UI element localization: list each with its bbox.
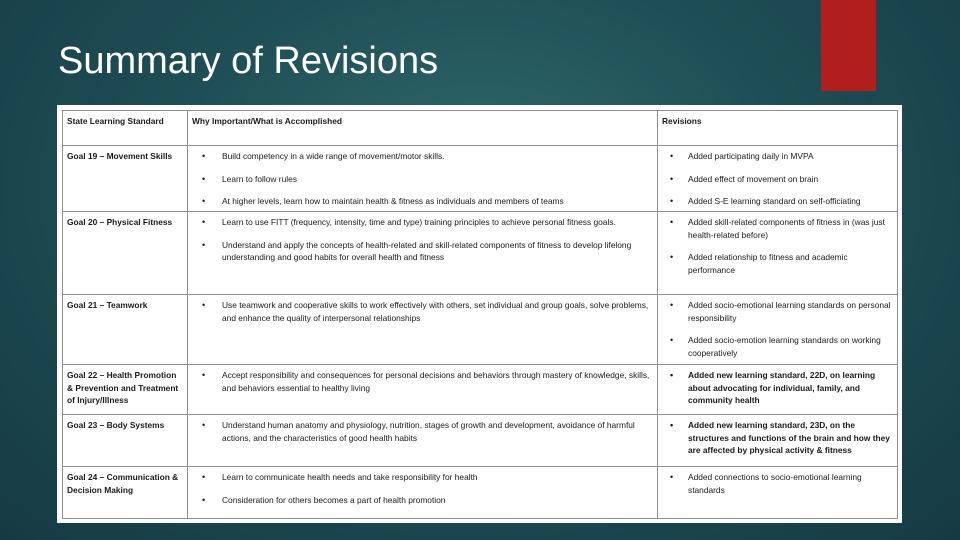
revisions-table-frame (57, 105, 902, 523)
table-row (63, 295, 898, 365)
revisions-cell (658, 146, 898, 212)
why-item: • Learn to use FITT (frequency, intensity, time and type) training principles to achieve personal fitness goals. (192, 216, 653, 229)
revisions-cell (658, 467, 898, 519)
why-item: • Use teamwork and cooperative skills to work effectively with others, set individual and group goals, solve problems, and enhance the quality of interpersonal relationships (192, 299, 653, 324)
table-row (63, 467, 898, 519)
goal-cell: Goal 22 – Health Promotion & Prevention and Treatment of Injury/Illness (63, 365, 188, 415)
revision-item: • Added new learning standard, 23D, on the structures and functions of the brain and how they are affected by physical activity & fitness (662, 419, 893, 457)
table-row (63, 146, 898, 212)
header-why-important: Why Important/What is Accomplished (188, 111, 658, 146)
goal-cell: Goal 20 – Physical Fitness (63, 212, 188, 295)
why-item: • Build competency in a wide range of movement/motor skills. (192, 150, 653, 163)
revision-item: • Added new learning standard, 22D, on learning about advocating for individual, family, and community health (662, 369, 893, 407)
revisions-cell (658, 365, 898, 415)
goal-cell: Goal 23 – Body Systems (63, 415, 188, 467)
table-row (63, 212, 898, 295)
revisions-cell (658, 295, 898, 365)
slide-title: Summary of Revisions (58, 40, 439, 82)
why-item: • At higher levels, learn how to maintain health & fitness as individuals and members of teams (192, 195, 653, 208)
revision-item: • Added relationship to fitness and academic performance (662, 251, 893, 276)
revision-item: • Added effect of movement on brain (662, 173, 893, 186)
table-row (63, 415, 898, 467)
why-item: • Understand human anatomy and physiology, nutrition, stages of growth and development, avoidance of harmful actions, and the characteristics of good health habits (192, 419, 653, 444)
why-cell (188, 295, 658, 365)
revisions-table (62, 110, 898, 519)
accent-bar (821, 0, 876, 91)
why-cell (188, 415, 658, 467)
revision-item: • Added connections to socio-emotional learning standards (662, 471, 893, 496)
goal-cell: Goal 24 – Communication & Decision Making (63, 467, 188, 519)
revisions-cell (658, 212, 898, 295)
why-item: • Understand and apply the concepts of health-related and skill-related components of fitness to develop lifelong understanding and good habits for overall health and fitness (192, 239, 653, 264)
why-item: • Learn to follow rules (192, 173, 653, 186)
table-row (63, 365, 898, 415)
why-cell (188, 212, 658, 295)
why-item: • Consideration for others becomes a part of health promotion (192, 494, 653, 507)
revision-item: • Added participating daily in MVPA (662, 150, 893, 163)
revisions-cell (658, 415, 898, 467)
goal-cell: Goal 21 – Teamwork (63, 295, 188, 365)
why-cell (188, 467, 658, 519)
revision-item: • Added socio-emotional learning standards on personal responsibility (662, 299, 893, 324)
revision-item: • Added S-E learning standard on self-officiating (662, 195, 893, 208)
why-item: • Accept responsibility and consequences for personal decisions and behaviors through mastery of knowledge, skills, and behaviors essential to healthy living (192, 369, 653, 394)
revision-item: • Added socio-emotion learning standards on working cooperatively (662, 334, 893, 359)
revision-item: • Added skill-related components of fitness in (was just health-related before) (662, 216, 893, 241)
why-cell (188, 365, 658, 415)
goal-cell: Goal 19 – Movement Skills (63, 146, 188, 212)
header-revisions: Revisions (658, 111, 898, 146)
header-state-learning-standard: State Learning Standard (63, 111, 188, 146)
table-header-row (63, 111, 898, 146)
why-item: • Learn to communicate health needs and take responsibility for health (192, 471, 653, 484)
why-cell (188, 146, 658, 212)
